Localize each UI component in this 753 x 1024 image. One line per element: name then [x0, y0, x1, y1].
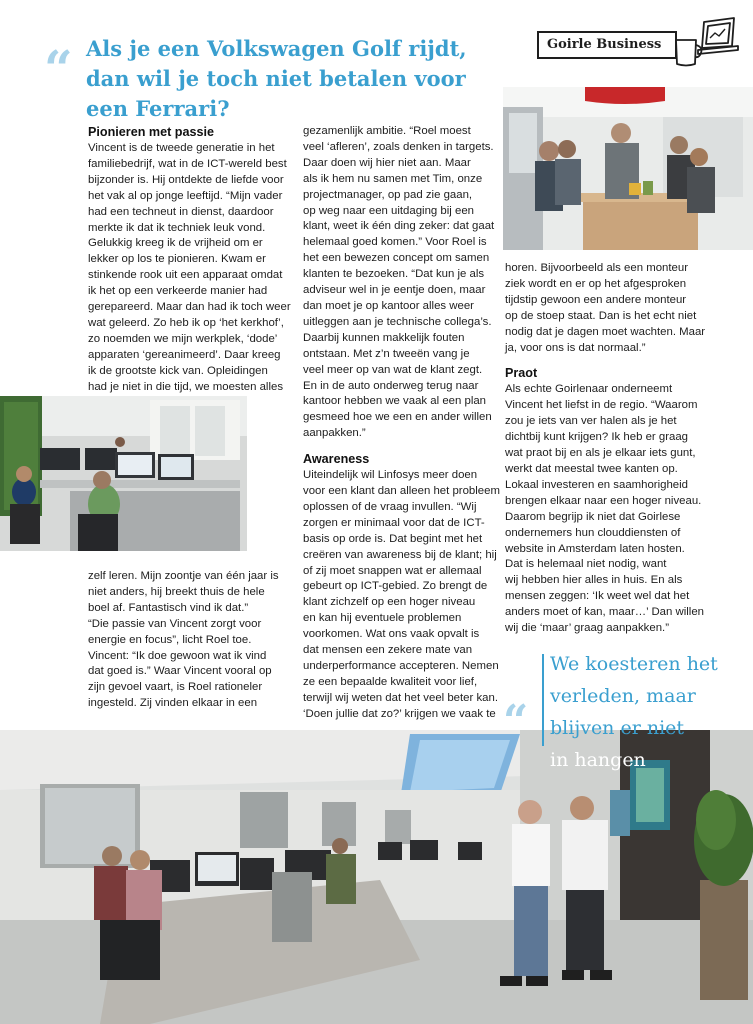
body-text-awareness: Uiteindelijk wil Linfosys meer doen voor een klant dan alleen het probleem oplossen of de vraag invullen. “Wij zorgen er minimaal voor dat de ICT- basis op orde is. Dat begint met het creëren van awareness bij de klant; hij of zij moet snappen wat er allemaal gebeurt op ICT-gebied. Zo brengt de klant zichzelf op een hoger niveau en kan hij eventuele problemen voorkomen. Wat ons vaak opvalt is dat mensen een zekere mate van underperformance accepteren. Nemen ze een bepaalde kwaliteit voor lief, terwijl wij weten dat het veel beter kan. ‘Doen jullie dat zo?’ krijgen we vaak te	[303, 469, 500, 720]
column-left-top	[88, 124, 298, 396]
section-badge: Goirle Business	[537, 31, 677, 59]
pull-quote-rule	[542, 654, 544, 746]
column-right	[505, 261, 720, 637]
body-text-pionieren: Vincent is de tweede generatie in het familiebedrijf, wat in de ICT-wereld best bijzonder is. Hij ontdekte de liefde voor het vak al op jonge leeftijd. “Mijn vader had een techneut in dienst, daardoor merkte ik dat ik techniek leuk vond. Gelukkig kreeg ik de vrijheid om er lekker op los te pionieren. Kwam er stinkende rook uit een apparaat omdat ik het op een verkeerde manier had gerepareerd. Maar dan had ik toch weer wat geleerd. Zo heb ik op ‘het kerkhof’, zo noemden we mijn werkplek, ‘dode’ apparaten ‘gereanimeerd’. Daar kreeg ik de grootste kick van. Opleidingen had je niet in die tijd, we moesten alles	[88, 142, 291, 393]
laptop-and-mug-icon	[668, 16, 740, 68]
office-workstations-photo	[0, 396, 247, 551]
pull-quote-line-1: We koesteren het	[550, 653, 718, 675]
column-middle	[303, 124, 503, 723]
body-text-ambitie: gezamenlijk ambitie. “Roel moest veel ‘afleren’, zoals denken in targets. Daar doen wij hier niet aan. Maar als ik hem nu samen met Tim, onze projectmanager, op pad zie gaan, op weg naar een uitdaging bij een klant, weet ik één ding zeker: dat gaat helemaal goed komen.” Voor Roel is het een bewezen concept om samen klanten te bezoeken. “Dat kun je als adviseur wel in je eentje doen, maar dan moet je op kantoor alles weer uitleggen aan je technische collega’s. Daarbij kunnen makkelijk fouten ontstaan. Met z’n tweeën vang je veel meer op van wat de klant zegt. En in de auto onderweg terug naar kantoor hebben we vaak al een plan gesmeed hoe we een en ander willen aanpakken.”	[303, 125, 495, 440]
section-heading-pionieren: Pionieren met passie	[88, 125, 214, 139]
column-left-bottom	[88, 569, 298, 712]
section-heading-praot: Praot	[505, 366, 538, 381]
body-text-passie: zelf leren. Mijn zoontje van één jaar is niet anders, hij breekt thuis de hele boel af. Fantastisch vind ik dat.” “Die passie van Vincent zorgt voor energie en focus”, licht Roel toe. Vincent: “Ik doe gewoon wat ik vind dat goed is.” Waar Vincent vooral op zijn gevoel vaart, is Roel rationeler ingesteld. Zij vinden elkaar in een	[88, 570, 279, 710]
quote-mark-top: “	[44, 39, 73, 98]
pull-quote-headline: Als je een Volkswagen Golf rijdt, dan wil je toch niet betalen voor een Ferrari?	[86, 36, 467, 121]
section-heading-awareness: Awareness	[303, 452, 370, 467]
body-text-monteur: horen. Bijvoorbeeld als een monteur ziek wordt en er op het afgesproken tijdstip gewoon een andere monteur op de stoep staat. Dan is het echt niet nodig dat je dagen moet wachten. Maar ja, voor ons is dat normaal.”	[505, 262, 706, 354]
body-text-praot: Als echte Goirlenaar onderneemt Vincent het liefst in de regio. “Waarom zou je iets van ver halen als je het dichtbij kunt krijgen? Ik heb er graag wat praot bij en als je elkaar iets gunt, werkt dat meestal twee kanten op. Lokaal investeren en saamhorigheid brengen elkaar naar een hoger niveau. Daarom begrijp ik niet dat Goirlese ondernemers hun clouddiensten of website in Amsterdam laten hosten. Dat is helemaal niet nodig, want wij hebben hier alles in huis. En als mensen zeggen: ‘Ik weet wel dat het anders moet of kan, maar…’ Dan willen wij die ‘maar’ graag aanpakken.”	[505, 383, 705, 635]
pull-quote-koesteren	[550, 648, 750, 776]
pull-quote-line-3: blijven er niet	[550, 717, 685, 739]
pull-quote-line-4: in hangen	[550, 749, 646, 771]
quote-mark-bottom: “	[503, 696, 529, 747]
team-meeting-photo	[503, 87, 753, 250]
pull-quote-line-2: verleden, maar	[550, 685, 696, 707]
